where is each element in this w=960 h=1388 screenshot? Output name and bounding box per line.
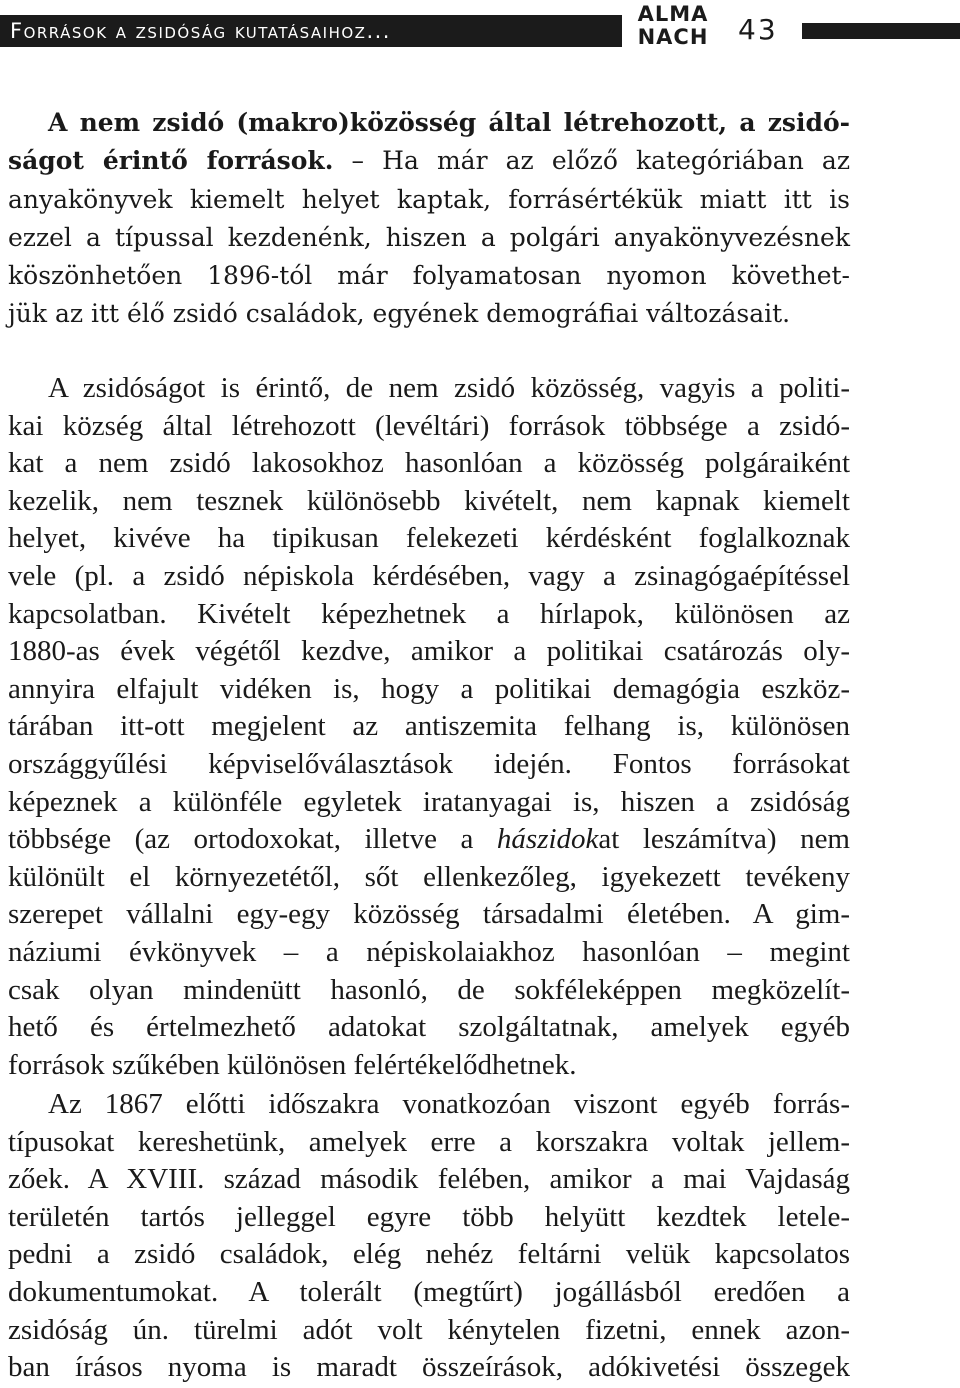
p2-line: képeznek a különféle egyletek iratanyagai is, hiszen a zsidóság	[8, 785, 850, 818]
p2-line: vele (pl. a zsidó népiskola kérdésében, vagy a zsinagógaépítéssel	[8, 559, 850, 592]
p3-line: Az 1867 előtti időszakra vonatkozóan viszont egyéb forrás-	[48, 1088, 850, 1120]
p2-line: kapcsolatban. Kivételt képezhetnek a hírlapok, különösen az	[8, 597, 850, 630]
p1-lead-bold-2: ságot érintő források.	[8, 146, 334, 176]
p1-line: jük az itt élő zsidó családok, egyének demográfiai változásait.	[8, 299, 791, 329]
italic-pre: többsége (az ortodoxokat, illetve a	[8, 823, 497, 856]
logo-text-top: ALMA	[637, 2, 709, 26]
italic-term: hászidok	[496, 823, 599, 856]
p3-line: zőek. A XVIII. század második felében, amikor a mai Vajdaság	[8, 1163, 850, 1196]
p3-line: pedni a zsidó családok, elég nehéz feltárni velük kapcsolatos	[8, 1238, 850, 1271]
p3-line: zsidóság ún. türelmi adót volt kénytelen fizetni, ennek azon-	[8, 1313, 850, 1346]
p2-line: kai község által létrehozott (levéltári) források többsége a zsidó-	[8, 409, 850, 442]
paragraph-3	[8, 1086, 850, 1387]
p1-line	[8, 142, 850, 180]
p2-line: országgyűlési képviselőválasztások idején. Fontos forrásokat	[8, 747, 850, 780]
p2-line: 1880-as évek végétől kezdve, amikor a politikai csatározás oly-	[8, 635, 850, 668]
p2-line: források szűkében különösen felértékelődhetnek.	[8, 1048, 577, 1081]
paragraph-2	[8, 370, 850, 1084]
p2-line: kezelik, nem tesznek különösebb kivételt, nem kapnak kiemelt	[8, 484, 850, 517]
p3-line: területén tartós jelleggel egyre több helyütt kezdtek letele-	[8, 1200, 850, 1233]
p3-line: típusokat kereshetünk, amelyek erre a korszakra voltak jellem-	[8, 1125, 850, 1158]
p1-lead-bold: A nem zsidó (makro)közösség által létrehozott, a zsidó-	[48, 108, 850, 137]
p2-line: tárában itt-ott megjelent az antiszemita felhang is, különösen	[8, 710, 850, 743]
almanach-logo	[628, 0, 718, 48]
p2-line: szerepet vállalni egy-egy közösség társadalmi életében. A gim-	[8, 898, 850, 931]
p1-line: anyakönyvek kiemelt helyet kaptak, forrásértékük miatt itt is	[8, 184, 850, 214]
italic-post: at leszámítva) nem	[598, 823, 850, 856]
p1-text: – Ha már az előző kategóriában az	[333, 146, 850, 176]
p3-line: ban írásos nyoma is maradt összeírások, adókivetési összegek	[8, 1351, 850, 1384]
header-rule	[802, 23, 960, 39]
p2-line: csak olyan mindenütt hasonló, de sokféleképpen megközelít-	[8, 973, 850, 1006]
p2-line: A zsidóságot is érintő, de nem zsidó közösség, vagyis a politi-	[48, 372, 850, 404]
p2-line: különült el környezetétől, sőt ellenkezőleg, igyekezett tevékeny	[8, 860, 850, 893]
p2-line: kat a nem zsidó lakosokhoz hasonlóan a közösség polgáraiként	[8, 447, 850, 480]
p1-line: köszönhetően 1896-tól már folyamatosan nyomon követhet-	[8, 261, 850, 291]
p1-line	[8, 104, 850, 142]
p2-line: helyet, kivéve ha tipikusan felekezeti kérdésként foglalkoznak	[8, 522, 850, 555]
p2-line: hető és értelmezhető adatokat szolgáltatnak, amelyek egyéb	[8, 1011, 850, 1044]
p3-line: dokumentumokat. A tolerált (megtűrt) jogállásból eredően a	[8, 1275, 850, 1308]
page-number: 43	[738, 13, 778, 46]
paragraph-1	[8, 104, 850, 334]
logo-text-bottom: NACH	[637, 25, 709, 48]
p1-line: ezzel a típussal kezdenénk, hiszen a polgári anyakönyvezésnek	[8, 222, 850, 252]
p2-line: náziumi évkönyvek – a népiskolaiakhoz hasonlóan – megint	[8, 935, 850, 968]
p2-line: annyira elfajult vidéken is, hogy a politikai demagógia eszköz-	[8, 672, 850, 705]
p2-line-italic	[8, 821, 850, 859]
running-title: Források a zsidóság kutatásaihoz...	[10, 19, 391, 43]
